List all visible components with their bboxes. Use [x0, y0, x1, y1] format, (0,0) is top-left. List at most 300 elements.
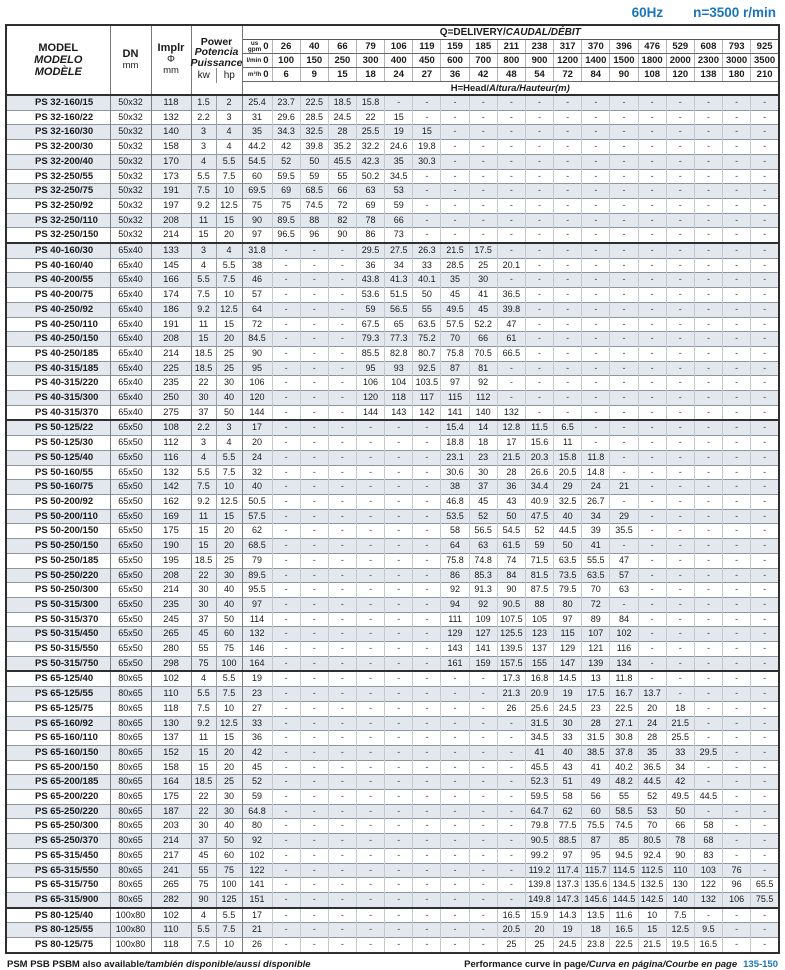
- head-value-cell: 92.4: [638, 848, 666, 863]
- model-cell: PS 32-160/15: [6, 95, 110, 110]
- head-value-cell: -: [300, 819, 328, 834]
- implr-cell: 195: [151, 553, 191, 568]
- head-value-cell: -: [723, 420, 751, 435]
- head-value-cell: -: [300, 745, 328, 760]
- head-value-cell: -: [385, 671, 413, 686]
- head-value-cell: -: [300, 568, 328, 583]
- head-value-cell: -: [469, 908, 497, 923]
- flow-value: 250: [328, 54, 356, 68]
- kw-cell: 3: [191, 436, 216, 451]
- head-value-cell: -: [272, 804, 300, 819]
- head-value-cell: 7.5: [666, 908, 694, 923]
- head-value-cell: -: [328, 923, 356, 938]
- model-cell: PS 65-250/370: [6, 834, 110, 849]
- head-value-cell: 81: [469, 361, 497, 376]
- head-value-cell: -: [751, 405, 779, 420]
- head-value-cell: -: [497, 745, 525, 760]
- head-value-cell: 115: [554, 627, 582, 642]
- head-value-cell: -: [751, 213, 779, 228]
- head-value-cell: -: [751, 701, 779, 716]
- head-value-cell: -: [666, 480, 694, 495]
- head-value-cell: 15: [638, 923, 666, 938]
- flow-value: 36: [441, 68, 469, 82]
- head-value-cell: 57.5: [441, 317, 469, 332]
- dn-cell: 65x40: [110, 302, 151, 317]
- head-value-cell: -: [356, 760, 384, 775]
- head-value-cell: -: [694, 213, 722, 228]
- head-value-cell: 52.3: [525, 775, 553, 790]
- head-value-cell: -: [497, 95, 525, 110]
- head-value-cell: 35.5: [610, 524, 638, 539]
- head-value-cell: -: [328, 804, 356, 819]
- head-value-cell: -: [469, 775, 497, 790]
- head-value-cell: -: [413, 627, 441, 642]
- head-value-cell: 15.9: [525, 908, 553, 923]
- head-value-cell: -: [413, 760, 441, 775]
- head-value-cell: -: [610, 184, 638, 199]
- head-value-cell: -: [751, 583, 779, 598]
- head-value-cell: -: [751, 273, 779, 288]
- table-row: [6, 243, 779, 258]
- head-value-cell: -: [356, 878, 384, 893]
- kw-cell: 9.2: [191, 302, 216, 317]
- head-value-cell: 80: [242, 819, 272, 834]
- head-value-cell: 141: [242, 878, 272, 893]
- table-row: [6, 701, 779, 716]
- table-row: [6, 465, 779, 480]
- model-cell: PS 40-250/150: [6, 332, 110, 347]
- hp-cell: 5.5: [216, 258, 242, 273]
- head-value-cell: -: [413, 110, 441, 125]
- head-value-cell: 111: [441, 612, 469, 627]
- head-value-cell: -: [694, 671, 722, 686]
- flow-value: 476: [638, 40, 666, 54]
- head-value-cell: -: [723, 524, 751, 539]
- frequency-speed-note: [5, 3, 780, 24]
- model-cell: PS 65-125/75: [6, 701, 110, 716]
- head-value-cell: 144.5: [610, 892, 638, 907]
- head-value-cell: -: [751, 332, 779, 347]
- head-value-cell: -: [413, 701, 441, 716]
- head-value-cell: 55: [610, 790, 638, 805]
- head-value-cell: -: [413, 597, 441, 612]
- head-value-cell: -: [356, 642, 384, 657]
- head-value-cell: 18: [582, 923, 610, 938]
- dn-cell: 80x65: [110, 687, 151, 702]
- head-value-cell: -: [300, 317, 328, 332]
- head-value-cell: -: [525, 243, 553, 258]
- table-row: [6, 494, 779, 509]
- kw-cell: 45: [191, 848, 216, 863]
- head-value-cell: -: [413, 198, 441, 213]
- head-value-cell: 115: [441, 391, 469, 406]
- head-value-cell: 86: [356, 228, 384, 243]
- head-value-cell: -: [666, 687, 694, 702]
- head-value-cell: 18: [666, 701, 694, 716]
- head-value-cell: 63: [356, 184, 384, 199]
- head-value-cell: -: [751, 923, 779, 938]
- head-value-cell: -: [356, 923, 384, 938]
- head-value-cell: -: [723, 140, 751, 155]
- head-value-cell: 64.7: [525, 804, 553, 819]
- head-value-cell: -: [328, 701, 356, 716]
- hp-cell: 40: [216, 819, 242, 834]
- head-value-cell: 19.5: [666, 938, 694, 953]
- model-header-en: MODEL: [38, 42, 79, 54]
- head-value-cell: 42: [666, 775, 694, 790]
- head-value-cell: 122: [242, 863, 272, 878]
- flow-value: 119: [413, 40, 441, 54]
- head-value-cell: 80: [554, 597, 582, 612]
- hp-cell: 12.5: [216, 302, 242, 317]
- head-value-cell: -: [751, 110, 779, 125]
- flow-value: 300: [356, 54, 384, 68]
- table-row: [6, 863, 779, 878]
- head-value-cell: -: [356, 494, 384, 509]
- head-value-cell: -: [300, 908, 328, 923]
- head-value-cell: 28.5: [441, 258, 469, 273]
- table-row: [6, 288, 779, 303]
- head-value-cell: -: [610, 436, 638, 451]
- head-value-cell: -: [723, 819, 751, 834]
- head-value-cell: 105: [525, 612, 553, 627]
- head-value-cell: -: [300, 494, 328, 509]
- implr-cell: 298: [151, 656, 191, 671]
- head-value-cell: -: [666, 656, 694, 671]
- head-value-cell: -: [328, 376, 356, 391]
- head-value-cell: 17.3: [497, 671, 525, 686]
- head-value-cell: 164: [242, 656, 272, 671]
- implr-cell: 265: [151, 627, 191, 642]
- head-value-cell: 45.5: [525, 760, 553, 775]
- head-value-cell: -: [610, 213, 638, 228]
- kw-cell: 15: [191, 228, 216, 243]
- head-value-cell: -: [582, 228, 610, 243]
- head-value-cell: -: [638, 184, 666, 199]
- dn-cell: 50x32: [110, 154, 151, 169]
- head-value-cell: 36: [497, 480, 525, 495]
- head-value-cell: -: [385, 834, 413, 849]
- head-value-cell: -: [385, 450, 413, 465]
- head-value-cell: -: [666, 642, 694, 657]
- table-row: [6, 273, 779, 288]
- head-value-cell: 63: [469, 539, 497, 554]
- head-value-cell: 71.5: [525, 553, 553, 568]
- head-value-cell: 64: [441, 539, 469, 554]
- head-value-cell: -: [328, 273, 356, 288]
- head-value-cell: -: [272, 745, 300, 760]
- kw-cell: 11: [191, 731, 216, 746]
- flow-value: 608: [694, 40, 722, 54]
- head-value-cell: 64: [242, 302, 272, 317]
- head-value-cell: 13: [582, 671, 610, 686]
- dn-cell: 65x50: [110, 553, 151, 568]
- head-value-cell: -: [328, 258, 356, 273]
- model-cell: PS 40-315/370: [6, 405, 110, 420]
- head-value-cell: -: [610, 110, 638, 125]
- head-value-cell: 20.5: [497, 923, 525, 938]
- head-value-cell: -: [610, 332, 638, 347]
- head-value-cell: -: [272, 243, 300, 258]
- table-row: [6, 169, 779, 184]
- head-value-cell: -: [328, 288, 356, 303]
- head-value-cell: -: [328, 509, 356, 524]
- head-value-cell: -: [385, 524, 413, 539]
- head-value-cell: 75.8: [441, 346, 469, 361]
- implr-cell: 241: [151, 863, 191, 878]
- head-value-cell: -: [723, 391, 751, 406]
- hp-cell: 25: [216, 775, 242, 790]
- head-value-cell: 144: [242, 405, 272, 420]
- kw-cell: 30: [191, 583, 216, 598]
- head-value-cell: -: [300, 627, 328, 642]
- head-value-cell: -: [610, 361, 638, 376]
- head-value-cell: -: [525, 184, 553, 199]
- head-value-cell: 79.3: [356, 332, 384, 347]
- curve-page-numbers: 135-150: [743, 958, 778, 970]
- table-row: [6, 198, 779, 213]
- head-value-cell: -: [300, 376, 328, 391]
- head-value-cell: -: [666, 169, 694, 184]
- head-value-cell: -: [694, 140, 722, 155]
- hp-cell: 100: [216, 878, 242, 893]
- head-value-cell: 42.3: [356, 154, 384, 169]
- head-value-cell: -: [441, 169, 469, 184]
- head-value-cell: -: [666, 184, 694, 199]
- head-value-cell: -: [356, 834, 384, 849]
- head-value-cell: -: [328, 391, 356, 406]
- head-value-cell: 76: [723, 863, 751, 878]
- head-value-cell: -: [751, 597, 779, 612]
- hp-cell: 50: [216, 405, 242, 420]
- model-cell: PS 50-315/300: [6, 597, 110, 612]
- head-value-cell: 50.2: [356, 169, 384, 184]
- flow-value: 900: [525, 54, 553, 68]
- head-value-cell: 42: [242, 745, 272, 760]
- table-row: [6, 258, 779, 273]
- head-value-cell: -: [413, 687, 441, 702]
- head-value-cell: 17: [242, 420, 272, 435]
- head-value-cell: 80.5: [638, 834, 666, 849]
- head-value-cell: -: [694, 612, 722, 627]
- head-value-cell: -: [751, 140, 779, 155]
- head-value-cell: 29: [554, 480, 582, 495]
- hp-cell: 10: [216, 184, 242, 199]
- kw-cell: 4: [191, 908, 216, 923]
- head-value-cell: 75.5: [751, 892, 779, 907]
- head-value-cell: 55: [413, 302, 441, 317]
- head-value-cell: 106: [242, 376, 272, 391]
- head-value-cell: -: [356, 597, 384, 612]
- head-value-cell: 31.5: [582, 731, 610, 746]
- head-value-cell: -: [694, 154, 722, 169]
- dn-cell: 65x40: [110, 273, 151, 288]
- head-value-cell: 92: [441, 583, 469, 598]
- head-value-cell: 115.7: [582, 863, 610, 878]
- table-row: [6, 480, 779, 495]
- head-value-cell: -: [441, 184, 469, 199]
- kw-cell: 30: [191, 391, 216, 406]
- head-value-cell: 15: [385, 110, 413, 125]
- head-value-cell: -: [272, 524, 300, 539]
- head-value-cell: -: [356, 656, 384, 671]
- flow-value: 0: [263, 55, 269, 66]
- head-value-cell: -: [751, 450, 779, 465]
- head-value-cell: -: [582, 317, 610, 332]
- head-value-cell: -: [638, 391, 666, 406]
- head-value-cell: -: [497, 125, 525, 140]
- dn-cell: 80x65: [110, 716, 151, 731]
- head-value-cell: -: [413, 169, 441, 184]
- hp-cell: 5.5: [216, 671, 242, 686]
- head-value-cell: -: [328, 848, 356, 863]
- model-cell: PS 65-125/55: [6, 687, 110, 702]
- model-cell: PS 50-250/220: [6, 568, 110, 583]
- head-value-cell: -: [300, 923, 328, 938]
- head-value-cell: -: [413, 804, 441, 819]
- kw-cell: 4: [191, 154, 216, 169]
- implr-cell: 118: [151, 938, 191, 953]
- head-value-cell: -: [385, 923, 413, 938]
- dn-cell: 65x40: [110, 361, 151, 376]
- kw-cell: 7.5: [191, 938, 216, 953]
- head-value-cell: 28: [328, 125, 356, 140]
- head-value-cell: -: [666, 450, 694, 465]
- dn-cell: 50x32: [110, 95, 151, 110]
- head-value-cell: -: [638, 642, 666, 657]
- dn-cell: 65x50: [110, 656, 151, 671]
- head-value-cell: -: [497, 198, 525, 213]
- table-row: [6, 671, 779, 686]
- head-value-cell: -: [272, 790, 300, 805]
- head-value-cell: 74.5: [610, 819, 638, 834]
- head-value-cell: -: [751, 317, 779, 332]
- head-value-cell: 24.5: [328, 110, 356, 125]
- head-value-cell: -: [582, 95, 610, 110]
- flow-unit-cell: [242, 40, 272, 54]
- head-value-cell: 44.5: [694, 790, 722, 805]
- dn-cell: 65x40: [110, 288, 151, 303]
- head-value-cell: 34: [582, 509, 610, 524]
- head-value-cell: -: [441, 213, 469, 228]
- head-value-cell: -: [723, 804, 751, 819]
- head-value-cell: 26.6: [525, 465, 553, 480]
- head-value-cell: 74.8: [469, 553, 497, 568]
- implr-cell: 186: [151, 302, 191, 317]
- head-value-cell: -: [666, 391, 694, 406]
- head-value-cell: 72: [242, 317, 272, 332]
- dn-cell: 65x40: [110, 391, 151, 406]
- head-value-cell: 21: [242, 923, 272, 938]
- kw-cell: 37: [191, 834, 216, 849]
- head-value-cell: -: [413, 612, 441, 627]
- flow-value: 2300: [694, 54, 722, 68]
- head-value-cell: -: [469, 716, 497, 731]
- head-value-cell: 21.5: [497, 450, 525, 465]
- head-value-cell: -: [328, 892, 356, 907]
- hp-cell: 4: [216, 243, 242, 258]
- head-value-cell: -: [356, 687, 384, 702]
- hp-cell: 30: [216, 790, 242, 805]
- head-value-cell: 88: [300, 213, 328, 228]
- head-value-cell: -: [723, 436, 751, 451]
- implr-cell: 166: [151, 273, 191, 288]
- head-value-cell: -: [638, 465, 666, 480]
- implr-cell: 130: [151, 716, 191, 731]
- head-value-cell: -: [638, 480, 666, 495]
- head-value-cell: 41: [525, 745, 553, 760]
- head-value-cell: 33: [242, 716, 272, 731]
- model-cell: PS 65-315/550: [6, 863, 110, 878]
- head-value-cell: 62: [242, 524, 272, 539]
- head-value-cell: -: [272, 494, 300, 509]
- head-value-cell: 25.5: [356, 125, 384, 140]
- head-value-cell: -: [497, 834, 525, 849]
- head-value-cell: -: [328, 878, 356, 893]
- head-value-cell: -: [525, 361, 553, 376]
- head-value-cell: 56: [582, 790, 610, 805]
- head-value-cell: 117: [413, 391, 441, 406]
- head-value-cell: 159: [469, 656, 497, 671]
- head-value-cell: 85.5: [356, 346, 384, 361]
- head-value-cell: -: [694, 494, 722, 509]
- head-value-cell: 129: [554, 642, 582, 657]
- flow-value: 370: [582, 40, 610, 54]
- head-value-cell: 19.8: [413, 140, 441, 155]
- head-value-cell: -: [582, 154, 610, 169]
- dn-cell: 100x80: [110, 923, 151, 938]
- head-value-cell: 30.6: [441, 465, 469, 480]
- head-value-cell: 112: [469, 391, 497, 406]
- head-value-cell: 92.5: [413, 361, 441, 376]
- implr-cell: 137: [151, 731, 191, 746]
- dn-cell: 65x50: [110, 612, 151, 627]
- head-value-cell: -: [694, 302, 722, 317]
- head-value-cell: 90: [497, 583, 525, 598]
- head-value-cell: 23.1: [441, 450, 469, 465]
- head-value-cell: -: [751, 288, 779, 303]
- head-value-cell: -: [694, 273, 722, 288]
- dn-cell: 65x40: [110, 243, 151, 258]
- head-value-cell: -: [694, 553, 722, 568]
- hp-cell: 12.5: [216, 716, 242, 731]
- head-value-cell: -: [525, 288, 553, 303]
- hp-cell: 20: [216, 760, 242, 775]
- head-value-cell: -: [328, 539, 356, 554]
- head-value-cell: -: [751, 154, 779, 169]
- flow-value: 15: [328, 68, 356, 82]
- table-row: [6, 420, 779, 435]
- head-value-cell: -: [413, 228, 441, 243]
- implr-cell: 235: [151, 597, 191, 612]
- head-value-cell: -: [751, 687, 779, 702]
- dn-cell: 65x50: [110, 480, 151, 495]
- head-value-cell: -: [525, 228, 553, 243]
- model-cell: PS 32-160/22: [6, 110, 110, 125]
- implr-cell: 225: [151, 361, 191, 376]
- head-value-cell: 25.4: [242, 95, 272, 110]
- head-value-cell: -: [610, 465, 638, 480]
- head-value-cell: -: [610, 198, 638, 213]
- head-value-cell: -: [638, 405, 666, 420]
- head-value-cell: 31.8: [242, 243, 272, 258]
- head-value-cell: -: [723, 612, 751, 627]
- head-value-cell: 50: [413, 288, 441, 303]
- head-value-cell: -: [328, 480, 356, 495]
- table-row: [6, 848, 779, 863]
- head-value-cell: -: [723, 539, 751, 554]
- head-value-cell: 90.5: [525, 834, 553, 849]
